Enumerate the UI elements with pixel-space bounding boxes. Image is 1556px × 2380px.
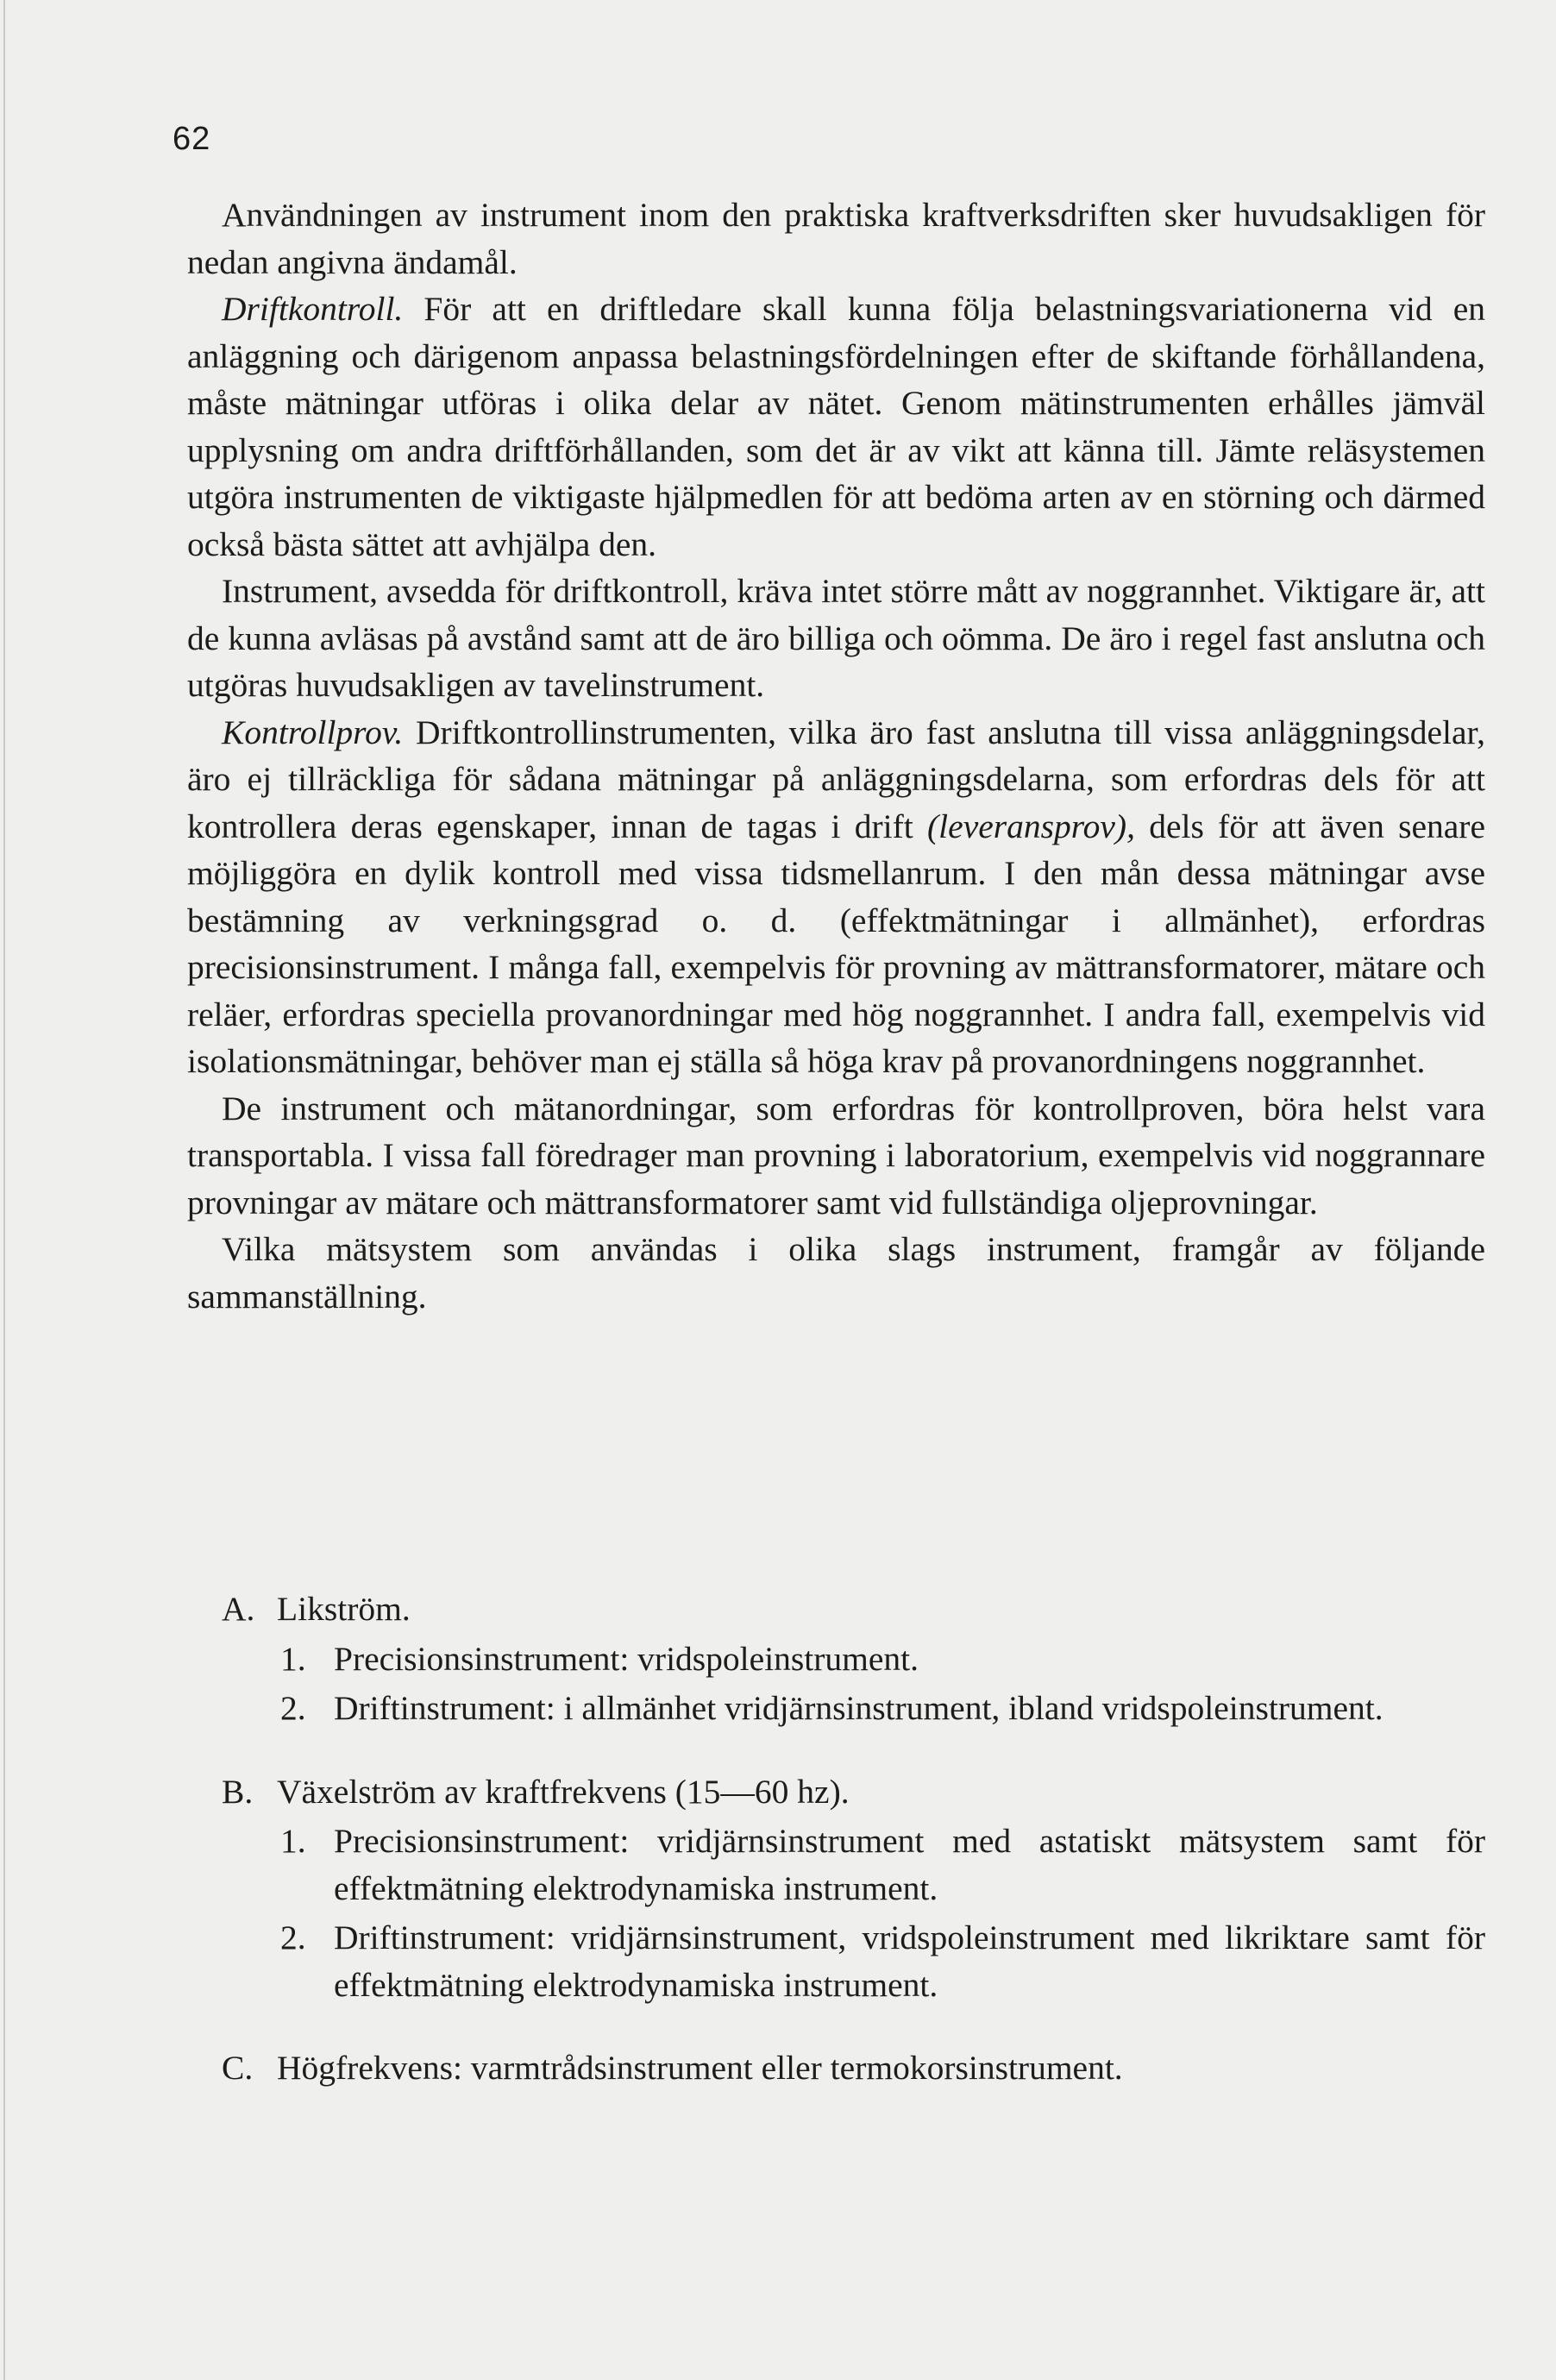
paragraph-instrument-requirements: Instrument, avsedda för driftkontroll, kräva intet större mått av noggrannhet. Viktigare är, att de kunna avläsas på avstånd samt att de äro billiga och oömma. De äro i regel fast anslutna och utgöras huvudsakligen av tavelinstrument. — [187, 572, 1485, 704]
paragraph-transportable: De instrument och mätanordningar, som erfordras för kontrollproven, böra helst vara transportabla. I vissa fall föredrager man provning i laboratorium, exempelvis vid noggrannare provningar av mätare och mättransformatorer samt vid fullständiga oljeprovningar. — [187, 1089, 1485, 1221]
list-section-a — [187, 1586, 1485, 1633]
list-marker-a: A. — [222, 1590, 255, 1628]
paragraph-kontrollprov-text-a: Driftkontrollinstrumenten, vilka äro fast anslutna till vissa anläggningsdelar, äro ej tillräckliga för sådana mätningar på anläggningsdelarna, som erfordras dels för att kontrollera deras egenskaper, innan de tagas i drift — [187, 713, 1485, 845]
page-number: 62 — [173, 121, 211, 157]
list-marker-c: C. — [222, 2049, 254, 2087]
paragraph-kontrollprov — [187, 709, 1485, 1085]
heading-kontrollprov: Kontrollprov. — [222, 713, 404, 751]
list-section-c — [187, 2044, 1485, 2092]
list-item-a-1 — [187, 1636, 1485, 1683]
list-marker-a-2: 2. — [280, 1689, 306, 1727]
list-text-b-1: Precisionsinstrument: vridjärnsinstrument med astatiskt mätsystem samt för effektmätning elektrodynamiska instrument. — [334, 1822, 1485, 1907]
measurement-system-list — [187, 1586, 1485, 2092]
list-title-b: Växelström av kraftfrekvens (15—60 hz). — [277, 1772, 850, 1811]
list-text-b-2: Driftinstrument: vridjärnsinstrument, vridspoleinstrument med likriktare samt för effektmätning elektrodynamiska instrument. — [334, 1918, 1485, 2004]
paragraph-summary-intro: Vilka mätsystem som användas i olika slags instrument, framgår av följande sammanställning. — [187, 1230, 1485, 1316]
list-item-b-1 — [187, 1818, 1485, 1912]
body-text — [187, 192, 1485, 1320]
paragraph-intro: Användningen av instrument inom den praktiska kraftverksdriften sker huvudsakligen för nedan angivna ändamål. — [187, 196, 1485, 281]
heading-driftkontroll: Driftkontroll. — [222, 290, 404, 328]
list-item-a-2 — [187, 1685, 1485, 1732]
term-leveransprov: (leveransprov), — [927, 807, 1135, 845]
list-marker-b: B. — [222, 1772, 254, 1811]
list-item-b-2 — [187, 1914, 1485, 2008]
paragraph-driftkontroll-text: För att en driftledare skall kunna följa belastningsvariationerna vid en anläggning och därigenom anpassa belastningsfördelningen efter de skiftande förhållandena, måste mätningar utföras i olika delar av nätet. Genom mätinstrumenten erhålles jämväl upplysning om andra driftförhållanden, som det är av vikt att känna till. Jämte reläsystemen utgöra instrumenten de viktigaste hjälpmedlen för att bedöma arten av en störning och därmed också bästa sättet att avhjälpa den. — [187, 290, 1485, 563]
paragraph-driftkontroll — [187, 286, 1485, 568]
list-marker-b-1: 1. — [280, 1822, 306, 1860]
list-text-a-2: Driftinstrument: i allmänhet vridjärnsinstrument, ibland vridspoleinstrument. — [334, 1689, 1383, 1727]
page-edge-line — [3, 0, 5, 2380]
list-section-b — [187, 1768, 1485, 1816]
list-marker-b-2: 2. — [280, 1918, 306, 1956]
list-marker-a-1: 1. — [280, 1639, 306, 1678]
paragraph-kontrollprov-text-b: dels för att även senare möjliggöra en dylik kontroll med vissa tidsmellanrum. I den mån dessa mätningar avse bestämning av verkningsgrad o. d. (effektmätningar i allmänhet), erfordras precisionsinstrument. I många fall, exempelvis för provning av mättransformatorer, mätare och reläer, erfordras speciella provanordningar med hög noggrannhet. I andra fall, exempelvis vid isolationsmätningar, behöver man ej ställa så höga krav på provanordningens noggrannhet. — [187, 807, 1485, 1080]
list-title-a: Likström. — [277, 1590, 411, 1628]
list-text-a-1: Precisionsinstrument: vridspoleinstrument. — [334, 1639, 919, 1678]
list-title-c: Högfrekvens: varmtrådsinstrument eller termokorsinstrument. — [277, 2049, 1123, 2087]
